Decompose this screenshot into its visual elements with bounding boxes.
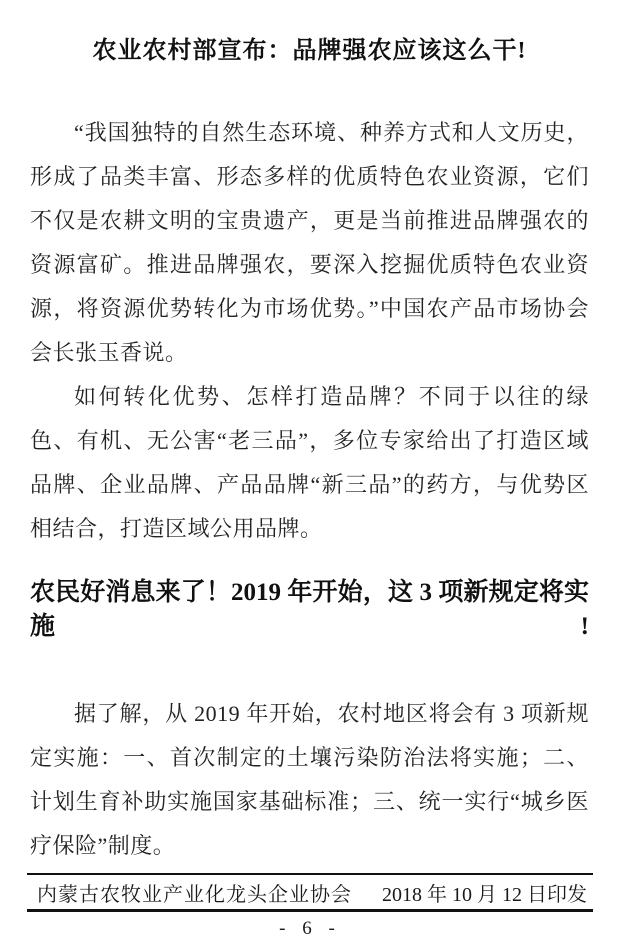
footer-print-date: 2018 年 10 月 12 日印发 bbox=[382, 883, 587, 906]
article-2-title: 农民好消息来了！2019 年开始，这 3 项新规定将实施! bbox=[30, 579, 589, 640]
article-1-title: 农业农村部宣布：品牌强农应该这么干! bbox=[92, 38, 527, 64]
article-2-paragraph-1: 据了解，从 2019 年开始，农村地区将会有 3 项新规定实施：一、首次制定的土壤污染防治法将实施；二、计划生育补助实施国家基础标准；三、统一实行“城乡医疗保险”制度。 bbox=[30, 701, 589, 858]
page-number: - 6 - bbox=[279, 918, 341, 939]
article-1-paragraph-1: “我国独特的自然生态环境、种养方式和人文历史，形成了品类丰富、形态多样的优质特色农业资源，它们不仅是农耕文明的宝贵遗产，更是当前推进品牌强农的资源富矿。推进品牌强农，要深入挖掘优质特色农业资源，将资源优势转化为市场优势。”中国农产品市场协会会长张玉香说。 bbox=[30, 120, 589, 365]
article-1-paragraph-2: 如何转化优势、怎样打造品牌？不同于以往的绿色、有机、无公害“老三品”，多位专家给出了打造区域品牌、企业品牌、产品品牌“新三品”的药方，与优势区相结合，打造区域公用品牌。 bbox=[30, 384, 589, 541]
page-footer bbox=[27, 873, 593, 940]
article-1-body bbox=[30, 111, 589, 551]
article-2-body bbox=[30, 692, 589, 868]
footer-rule-block bbox=[27, 873, 593, 912]
footer-issuer: 内蒙古农牧业产业化龙头企业协会 bbox=[37, 883, 352, 906]
